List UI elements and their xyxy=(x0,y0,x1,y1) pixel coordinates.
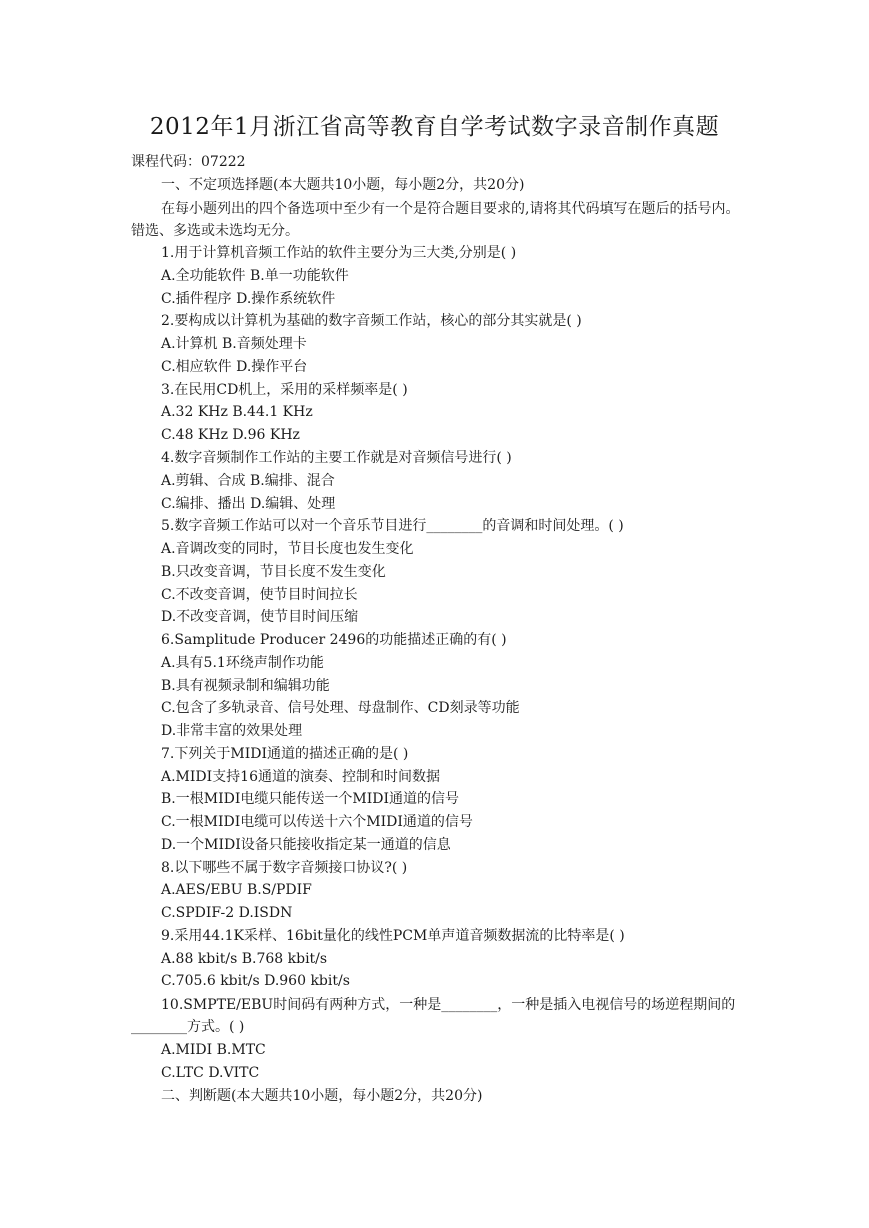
question-2-options-cd: C.相应软件 D.操作平台 xyxy=(161,359,308,375)
question-6-option-c: C.包含了多轨录音、信号处理、母盘制作、CD刻录等功能 xyxy=(161,700,520,716)
question-6-option-d: D.非常丰富的效果处理 xyxy=(161,723,303,739)
section-instruction: 在每小题列出的四个备选项中至少有一个是符合题目要求的,请将其代码填写在题后的括号内。错选、多选或未选均无分。 xyxy=(131,201,740,239)
question-8-options-ab: A.AES/EBU B.S/PDIF xyxy=(161,882,312,898)
question-5: 5.数字音频工作站可以对一个音乐节目进行________的音调和时间处理。( ) xyxy=(161,518,624,534)
question-3: 3.在民用CD机上，采用的采样频率是( ) xyxy=(161,382,408,398)
question-4-options-ab: A.剪辑、合成 B.编排、混合 xyxy=(161,473,335,489)
question-5-option-c: C.不改变音调，使节目时间拉长 xyxy=(161,587,358,603)
question-5-option-b: B.只改变音调，节目长度不发生变化 xyxy=(161,564,386,580)
question-4-options-cd: C.编排、播出 D.编辑、处理 xyxy=(161,496,336,512)
question-7-option-c: C.一根MIDI电缆可以传送十六个MIDI通道的信号 xyxy=(161,814,473,830)
question-9-options-cd: C.705.6 kbit/s D.960 kbit/s xyxy=(161,973,350,989)
question-6-option-b: B.具有视频录制和编辑功能 xyxy=(161,678,330,694)
question-10-options-cd: C.LTC D.VITC xyxy=(161,1065,260,1081)
question-5-option-d: D.不改变音调，使节目时间压缩 xyxy=(161,609,359,625)
question-3-options-ab: A.32 KHz B.44.1 KHz xyxy=(161,404,313,420)
section-heading: 一、不定项选择题(本大题共10小题，每小题2分，共20分) xyxy=(161,177,525,193)
question-7-option-b: B.一根MIDI电缆只能传送一个MIDI通道的信号 xyxy=(161,791,459,807)
section-heading-2: 二、判断题(本大题共10小题，每小题2分，共20分) xyxy=(161,1088,483,1104)
question-8: 8.以下哪些不属于数字音频接口协议?( ) xyxy=(161,860,408,876)
question-1-options-cd: C.插件程序 D.操作系统软件 xyxy=(161,291,336,307)
question-9: 9.采用44.1K采样、16bit量化的线性PCM单声道音频数据流的比特率是( ) xyxy=(161,928,625,944)
question-7-option-a: A.MIDI支持16通道的演奏、控制和时间数据 xyxy=(161,769,440,785)
question-6-option-a: A.具有5.1环绕声制作功能 xyxy=(161,655,324,671)
question-3-options-cd: C.48 KHz D.96 KHz xyxy=(161,427,300,443)
question-1-options-ab: A.全功能软件 B.单一功能软件 xyxy=(161,268,349,284)
question-10-options-ab: A.MIDI B.MTC xyxy=(161,1042,266,1058)
question-2-options-ab: A.计算机 B.音频处理卡 xyxy=(161,336,307,352)
question-2: 2.要构成以计算机为基础的数字音频工作站，核心的部分其实就是( ) xyxy=(161,313,582,329)
question-10: 10.SMPTE/EBU时间码有两种方式，一种是________，一种是插入电视信号的场逆程期间的________方式。( ) xyxy=(131,997,736,1035)
question-8-options-cd: C.SPDIF-2 D.ISDN xyxy=(161,905,293,921)
course-code: 课程代码：07222 xyxy=(131,154,246,170)
document-title: 2012年1月浙江省高等教育自学考试数字录音制作真题 xyxy=(149,114,720,140)
question-7-option-d: D.一个MIDI设备只能接收指定某一通道的信息 xyxy=(161,837,451,853)
question-1: 1.用于计算机音频工作站的软件主要分为三大类,分别是( ) xyxy=(161,245,517,261)
question-4: 4.数字音频制作工作站的主要工作就是对音频信号进行( ) xyxy=(161,450,512,466)
question-9-options-ab: A.88 kbit/s B.768 kbit/s xyxy=(161,951,328,967)
question-5-option-a: A.音调改变的同时，节目长度也发生变化 xyxy=(161,541,414,557)
question-6: 6.Samplitude Producer 2496的功能描述正确的有( ) xyxy=(161,632,507,648)
question-7: 7.下列关于MIDI通道的描述正确的是( ) xyxy=(161,746,409,762)
